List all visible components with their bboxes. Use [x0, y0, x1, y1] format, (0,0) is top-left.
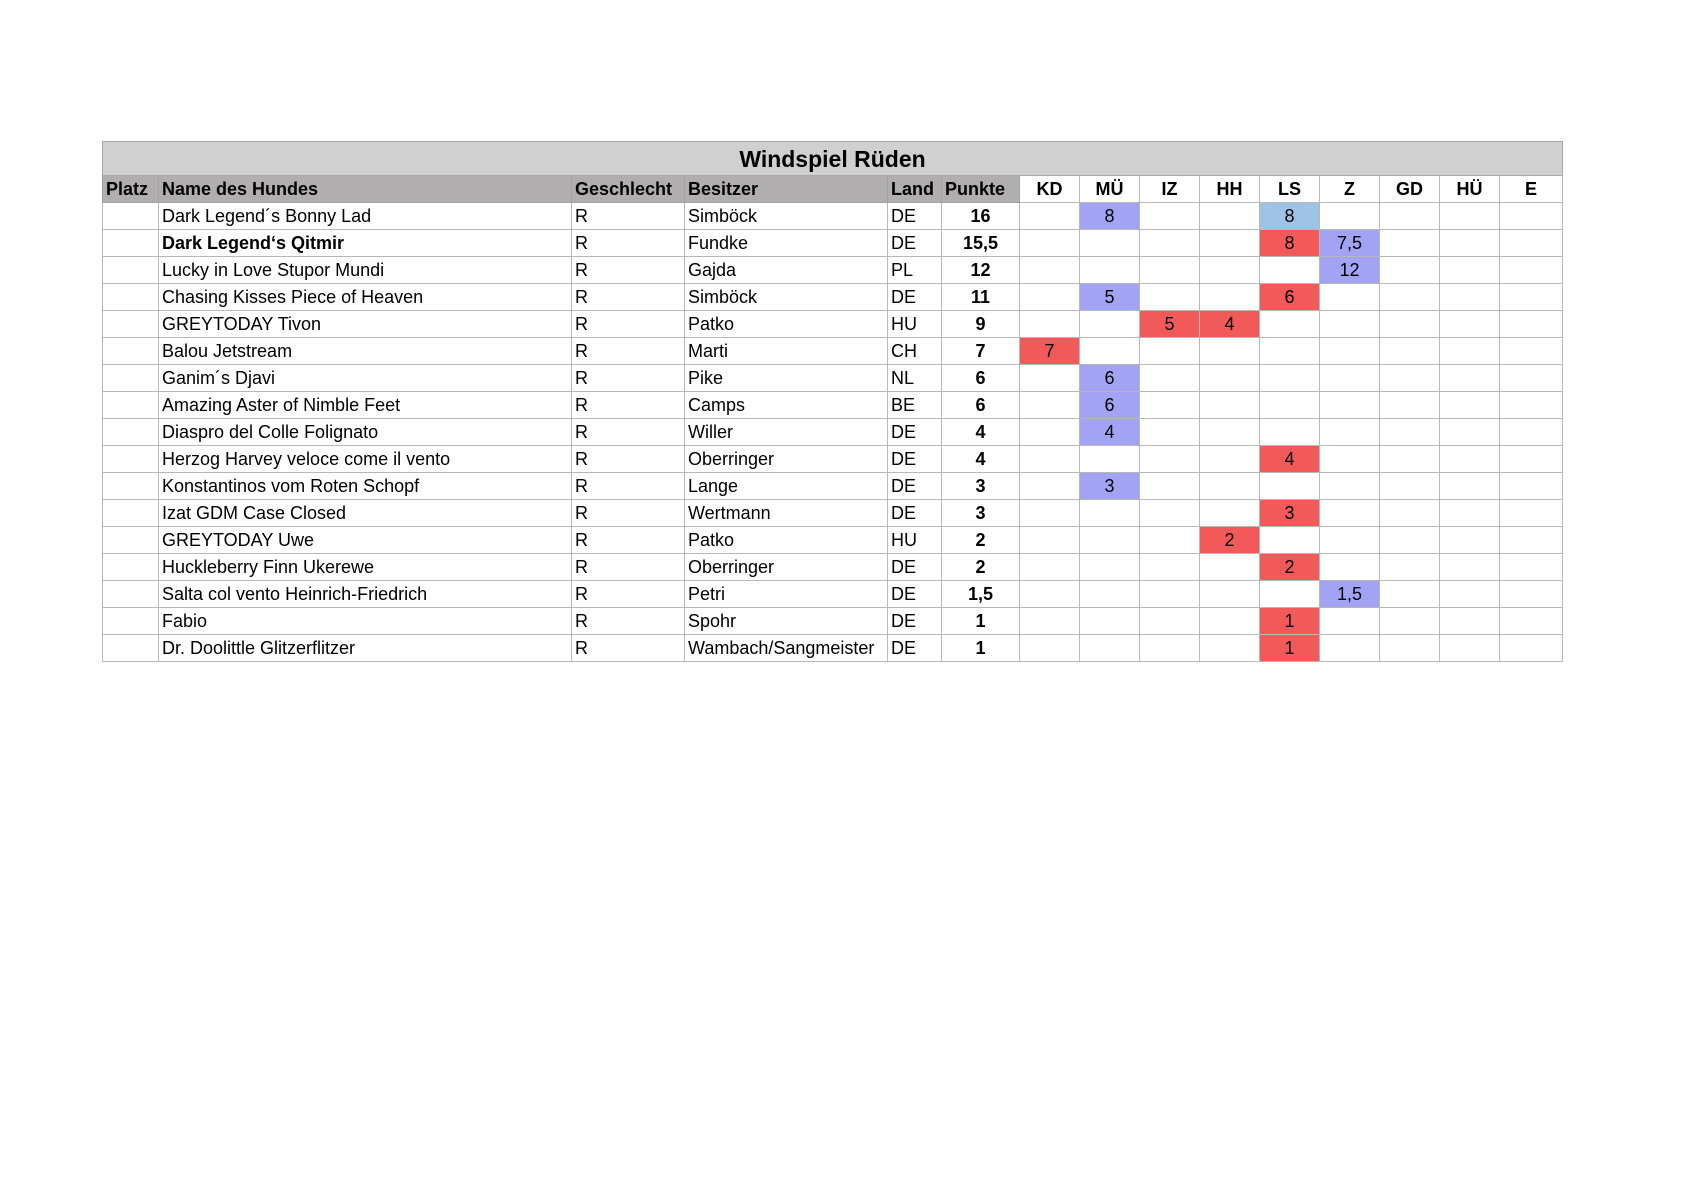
cell-score-mü: 4 [1080, 419, 1140, 446]
cell-score-gd [1380, 392, 1440, 419]
cell-score-iz [1140, 230, 1200, 257]
cell-land: DE [888, 635, 942, 662]
cell-score-hh [1200, 230, 1260, 257]
cell-name: Dark Legend´s Bonny Lad [159, 203, 572, 230]
cell-score-kd [1020, 257, 1080, 284]
cell-score-z [1320, 554, 1380, 581]
cell-platz [103, 635, 159, 662]
cell-score-iz [1140, 392, 1200, 419]
cell-score-hü [1440, 203, 1500, 230]
cell-score-kd [1020, 419, 1080, 446]
cell-score-hh [1200, 257, 1260, 284]
cell-score-z [1320, 500, 1380, 527]
cell-score-ls: 1 [1260, 608, 1320, 635]
cell-score-hü [1440, 338, 1500, 365]
cell-score-gd [1380, 500, 1440, 527]
cell-score-iz [1140, 446, 1200, 473]
cell-score-e [1500, 284, 1563, 311]
cell-geschlecht: R [572, 500, 685, 527]
table-row [103, 311, 1563, 338]
cell-geschlecht: R [572, 365, 685, 392]
cell-geschlecht: R [572, 581, 685, 608]
table-row [103, 446, 1563, 473]
header-platz: Platz [103, 176, 159, 203]
cell-score-hh [1200, 446, 1260, 473]
cell-besitzer: Patko [685, 311, 888, 338]
cell-besitzer: Fundke [685, 230, 888, 257]
cell-score-e [1500, 608, 1563, 635]
cell-name: Amazing Aster of Nimble Feet [159, 392, 572, 419]
cell-score-hh [1200, 365, 1260, 392]
cell-score-z [1320, 419, 1380, 446]
cell-score-hh [1200, 608, 1260, 635]
cell-score-ls [1260, 338, 1320, 365]
cell-land: HU [888, 527, 942, 554]
cell-score-kd [1020, 392, 1080, 419]
cell-score-mü [1080, 446, 1140, 473]
cell-name: Balou Jetstream [159, 338, 572, 365]
cell-score-hh [1200, 203, 1260, 230]
cell-score-gd [1380, 446, 1440, 473]
cell-score-hü [1440, 446, 1500, 473]
cell-name: Diaspro del Colle Folignato [159, 419, 572, 446]
cell-platz [103, 203, 159, 230]
cell-score-z [1320, 608, 1380, 635]
cell-score-iz: 5 [1140, 311, 1200, 338]
cell-score-z [1320, 284, 1380, 311]
cell-land: NL [888, 365, 942, 392]
cell-score-gd [1380, 419, 1440, 446]
cell-platz [103, 608, 159, 635]
cell-score-hh [1200, 581, 1260, 608]
cell-score-e [1500, 473, 1563, 500]
cell-score-gd [1380, 284, 1440, 311]
cell-besitzer: Patko [685, 527, 888, 554]
table-row [103, 419, 1563, 446]
cell-land: CH [888, 338, 942, 365]
table-row [103, 608, 1563, 635]
cell-score-hü [1440, 473, 1500, 500]
cell-score-hü [1440, 419, 1500, 446]
cell-score-ls: 6 [1260, 284, 1320, 311]
cell-besitzer: Lange [685, 473, 888, 500]
cell-score-e [1500, 446, 1563, 473]
cell-score-e [1500, 338, 1563, 365]
cell-score-kd [1020, 230, 1080, 257]
cell-score-mü: 5 [1080, 284, 1140, 311]
table-title: Windspiel Rüden [103, 142, 1563, 176]
cell-score-iz [1140, 500, 1200, 527]
cell-name: Izat GDM Case Closed [159, 500, 572, 527]
cell-land: DE [888, 608, 942, 635]
cell-score-mü [1080, 554, 1140, 581]
cell-platz [103, 581, 159, 608]
header-event: LS [1260, 176, 1320, 203]
cell-land: DE [888, 446, 942, 473]
cell-punkte: 4 [942, 446, 1020, 473]
cell-punkte: 1,5 [942, 581, 1020, 608]
cell-land: PL [888, 257, 942, 284]
cell-score-hü [1440, 284, 1500, 311]
cell-geschlecht: R [572, 284, 685, 311]
cell-besitzer: Pike [685, 365, 888, 392]
cell-score-ls [1260, 473, 1320, 500]
cell-platz [103, 338, 159, 365]
cell-score-hh [1200, 419, 1260, 446]
cell-score-mü [1080, 338, 1140, 365]
table-row [103, 365, 1563, 392]
cell-score-gd [1380, 554, 1440, 581]
cell-punkte: 11 [942, 284, 1020, 311]
cell-geschlecht: R [572, 446, 685, 473]
cell-punkte: 6 [942, 392, 1020, 419]
cell-land: HU [888, 311, 942, 338]
cell-platz [103, 257, 159, 284]
cell-score-iz [1140, 257, 1200, 284]
cell-name: Dark Legend‘s Qitmir [159, 230, 572, 257]
cell-score-e [1500, 527, 1563, 554]
cell-score-hh [1200, 554, 1260, 581]
cell-score-hh: 2 [1200, 527, 1260, 554]
cell-score-iz [1140, 554, 1200, 581]
header-event: HÜ [1440, 176, 1500, 203]
table-row [103, 500, 1563, 527]
cell-score-iz [1140, 365, 1200, 392]
cell-score-gd [1380, 230, 1440, 257]
cell-score-ls [1260, 392, 1320, 419]
cell-score-mü [1080, 257, 1140, 284]
cell-score-iz [1140, 635, 1200, 662]
cell-score-hü [1440, 311, 1500, 338]
cell-score-hh [1200, 500, 1260, 527]
cell-besitzer: Simböck [685, 203, 888, 230]
cell-score-z [1320, 446, 1380, 473]
cell-name: Fabio [159, 608, 572, 635]
cell-name: Dr. Doolittle Glitzerflitzer [159, 635, 572, 662]
cell-platz [103, 284, 159, 311]
cell-name: Chasing Kisses Piece of Heaven [159, 284, 572, 311]
cell-score-e [1500, 392, 1563, 419]
cell-geschlecht: R [572, 473, 685, 500]
cell-score-gd [1380, 608, 1440, 635]
cell-platz [103, 311, 159, 338]
cell-score-iz [1140, 203, 1200, 230]
cell-score-hh [1200, 338, 1260, 365]
cell-platz [103, 554, 159, 581]
cell-score-hü [1440, 554, 1500, 581]
cell-score-kd [1020, 473, 1080, 500]
table-row [103, 581, 1563, 608]
cell-besitzer: Oberringer [685, 446, 888, 473]
cell-geschlecht: R [572, 419, 685, 446]
cell-score-z [1320, 338, 1380, 365]
header-event: IZ [1140, 176, 1200, 203]
cell-name: Ganim´s Djavi [159, 365, 572, 392]
cell-score-iz [1140, 581, 1200, 608]
table-row [103, 392, 1563, 419]
cell-score-mü [1080, 527, 1140, 554]
table-row [103, 230, 1563, 257]
cell-score-gd [1380, 527, 1440, 554]
cell-score-iz [1140, 284, 1200, 311]
cell-besitzer: Wambach/Sangmeister [685, 635, 888, 662]
cell-score-z [1320, 527, 1380, 554]
cell-platz [103, 500, 159, 527]
cell-land: DE [888, 203, 942, 230]
cell-land: DE [888, 284, 942, 311]
cell-punkte: 7 [942, 338, 1020, 365]
cell-score-mü [1080, 581, 1140, 608]
cell-score-mü [1080, 311, 1140, 338]
cell-score-hü [1440, 500, 1500, 527]
cell-score-iz [1140, 527, 1200, 554]
cell-score-kd [1020, 500, 1080, 527]
cell-score-gd [1380, 473, 1440, 500]
cell-score-hü [1440, 527, 1500, 554]
table-row [103, 635, 1563, 662]
cell-score-kd [1020, 554, 1080, 581]
header-event: MÜ [1080, 176, 1140, 203]
cell-score-z [1320, 392, 1380, 419]
cell-name: GREYTODAY Tivon [159, 311, 572, 338]
cell-score-iz [1140, 473, 1200, 500]
header-event: GD [1380, 176, 1440, 203]
cell-score-ls: 3 [1260, 500, 1320, 527]
cell-score-gd [1380, 581, 1440, 608]
cell-score-gd [1380, 257, 1440, 284]
header-row [103, 176, 1563, 203]
cell-geschlecht: R [572, 392, 685, 419]
header-besitzer: Besitzer [685, 176, 888, 203]
cell-score-e [1500, 203, 1563, 230]
cell-name: Herzog Harvey veloce come il vento [159, 446, 572, 473]
cell-geschlecht: R [572, 635, 685, 662]
cell-score-hü [1440, 635, 1500, 662]
cell-besitzer: Willer [685, 419, 888, 446]
cell-besitzer: Petri [685, 581, 888, 608]
results-table [102, 141, 1563, 662]
cell-score-e [1500, 500, 1563, 527]
cell-score-hh [1200, 392, 1260, 419]
cell-score-ls: 4 [1260, 446, 1320, 473]
cell-score-mü [1080, 500, 1140, 527]
cell-score-iz [1140, 608, 1200, 635]
table-row [103, 554, 1563, 581]
results-sheet [102, 141, 1562, 662]
cell-geschlecht: R [572, 311, 685, 338]
cell-score-gd [1380, 203, 1440, 230]
cell-score-kd [1020, 446, 1080, 473]
cell-score-hü [1440, 392, 1500, 419]
cell-score-gd [1380, 635, 1440, 662]
cell-score-e [1500, 311, 1563, 338]
cell-score-hh [1200, 284, 1260, 311]
cell-punkte: 15,5 [942, 230, 1020, 257]
cell-platz [103, 419, 159, 446]
header-land: Land [888, 176, 942, 203]
cell-score-e [1500, 365, 1563, 392]
cell-score-ls [1260, 311, 1320, 338]
cell-besitzer: Gajda [685, 257, 888, 284]
cell-besitzer: Wertmann [685, 500, 888, 527]
cell-platz [103, 527, 159, 554]
cell-punkte: 2 [942, 554, 1020, 581]
cell-geschlecht: R [572, 608, 685, 635]
cell-name: Konstantinos vom Roten Schopf [159, 473, 572, 500]
cell-platz [103, 392, 159, 419]
title-row [103, 142, 1563, 176]
cell-score-kd [1020, 203, 1080, 230]
cell-name: Salta col vento Heinrich-Friedrich [159, 581, 572, 608]
cell-score-kd: 7 [1020, 338, 1080, 365]
header-event: KD [1020, 176, 1080, 203]
cell-score-gd [1380, 338, 1440, 365]
cell-punkte: 9 [942, 311, 1020, 338]
cell-score-z: 7,5 [1320, 230, 1380, 257]
cell-score-mü [1080, 635, 1140, 662]
cell-geschlecht: R [572, 554, 685, 581]
cell-score-kd [1020, 311, 1080, 338]
cell-score-kd [1020, 608, 1080, 635]
cell-punkte: 1 [942, 608, 1020, 635]
cell-name: Lucky in Love Stupor Mundi [159, 257, 572, 284]
cell-geschlecht: R [572, 527, 685, 554]
header-name: Name des Hundes [159, 176, 572, 203]
cell-score-mü [1080, 230, 1140, 257]
cell-score-mü [1080, 608, 1140, 635]
header-event: Z [1320, 176, 1380, 203]
cell-score-kd [1020, 581, 1080, 608]
cell-score-iz [1140, 419, 1200, 446]
cell-score-z [1320, 311, 1380, 338]
cell-land: DE [888, 419, 942, 446]
cell-score-ls [1260, 581, 1320, 608]
cell-besitzer: Spohr [685, 608, 888, 635]
cell-score-z: 12 [1320, 257, 1380, 284]
cell-punkte: 2 [942, 527, 1020, 554]
header-event: E [1500, 176, 1563, 203]
table-row [103, 338, 1563, 365]
cell-score-gd [1380, 365, 1440, 392]
cell-name: GREYTODAY Uwe [159, 527, 572, 554]
cell-score-ls [1260, 419, 1320, 446]
cell-score-e [1500, 554, 1563, 581]
cell-score-mü: 3 [1080, 473, 1140, 500]
cell-land: DE [888, 473, 942, 500]
cell-land: DE [888, 554, 942, 581]
cell-score-ls: 2 [1260, 554, 1320, 581]
cell-score-z [1320, 203, 1380, 230]
cell-score-e [1500, 635, 1563, 662]
cell-score-hü [1440, 230, 1500, 257]
cell-geschlecht: R [572, 230, 685, 257]
cell-score-e [1500, 419, 1563, 446]
cell-score-kd [1020, 635, 1080, 662]
cell-land: DE [888, 581, 942, 608]
cell-punkte: 12 [942, 257, 1020, 284]
cell-score-mü: 6 [1080, 392, 1140, 419]
cell-score-kd [1020, 365, 1080, 392]
cell-land: DE [888, 500, 942, 527]
header-event: HH [1200, 176, 1260, 203]
cell-punkte: 3 [942, 500, 1020, 527]
cell-geschlecht: R [572, 338, 685, 365]
table-row [103, 257, 1563, 284]
cell-score-ls [1260, 527, 1320, 554]
cell-score-ls: 8 [1260, 230, 1320, 257]
cell-platz [103, 230, 159, 257]
cell-punkte: 3 [942, 473, 1020, 500]
table-body [103, 203, 1563, 662]
cell-score-ls: 8 [1260, 203, 1320, 230]
cell-geschlecht: R [572, 203, 685, 230]
cell-besitzer: Simböck [685, 284, 888, 311]
cell-platz [103, 446, 159, 473]
cell-punkte: 6 [942, 365, 1020, 392]
cell-geschlecht: R [572, 257, 685, 284]
cell-besitzer: Marti [685, 338, 888, 365]
cell-score-z [1320, 365, 1380, 392]
cell-score-mü: 8 [1080, 203, 1140, 230]
table-row [103, 203, 1563, 230]
cell-score-z [1320, 473, 1380, 500]
cell-score-ls [1260, 365, 1320, 392]
cell-score-ls: 1 [1260, 635, 1320, 662]
cell-besitzer: Oberringer [685, 554, 888, 581]
cell-score-hh [1200, 635, 1260, 662]
cell-score-e [1500, 257, 1563, 284]
cell-platz [103, 365, 159, 392]
header-punkte: Punkte [942, 176, 1020, 203]
cell-score-hh: 4 [1200, 311, 1260, 338]
cell-name: Huckleberry Finn Ukerewe [159, 554, 572, 581]
cell-score-hü [1440, 581, 1500, 608]
cell-score-mü: 6 [1080, 365, 1140, 392]
cell-score-gd [1380, 311, 1440, 338]
cell-besitzer: Camps [685, 392, 888, 419]
cell-score-kd [1020, 527, 1080, 554]
cell-score-z [1320, 635, 1380, 662]
cell-punkte: 1 [942, 635, 1020, 662]
cell-punkte: 16 [942, 203, 1020, 230]
cell-score-e [1500, 230, 1563, 257]
cell-punkte: 4 [942, 419, 1020, 446]
cell-score-hü [1440, 257, 1500, 284]
table-row [103, 527, 1563, 554]
cell-score-hü [1440, 608, 1500, 635]
cell-score-e [1500, 581, 1563, 608]
cell-score-ls [1260, 257, 1320, 284]
table-row [103, 473, 1563, 500]
cell-land: DE [888, 230, 942, 257]
table-row [103, 284, 1563, 311]
cell-score-iz [1140, 338, 1200, 365]
header-geschlecht: Geschlecht [572, 176, 685, 203]
cell-score-kd [1020, 284, 1080, 311]
cell-score-hh [1200, 473, 1260, 500]
cell-land: BE [888, 392, 942, 419]
cell-score-z: 1,5 [1320, 581, 1380, 608]
cell-score-hü [1440, 365, 1500, 392]
cell-platz [103, 473, 159, 500]
